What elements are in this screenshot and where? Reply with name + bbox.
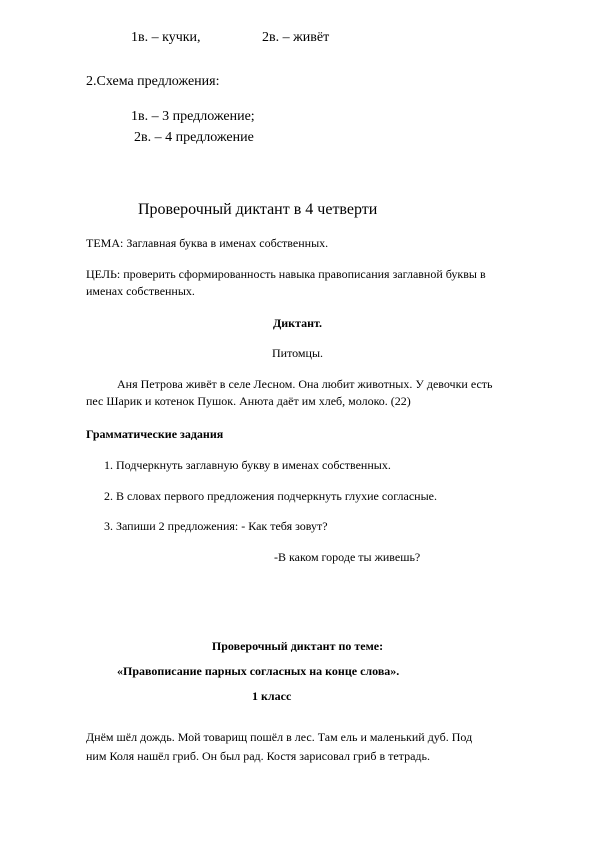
task-item-3: 3. Запиши 2 предложения: - Как тебя зовут? — [104, 519, 328, 533]
dictation1-topic: ТЕМА: Заглавная буква в именах собственных. — [86, 236, 329, 250]
dictation1-title: Проверочный диктант в 4 четверти — [138, 201, 378, 218]
dictation1-text-line1: Аня Петрова живёт в селе Лесном. Она любит животных. У девочки есть — [117, 377, 493, 391]
dictation2-title-line2: «Правописание парных согласных на конце слова». — [117, 664, 400, 678]
schema-heading: 2.Схема предложения: — [86, 74, 220, 89]
dictation2-title-line1: Проверочный диктант по теме: — [211, 639, 384, 653]
schema-variant-2: 2в. – 4 предложение — [134, 130, 254, 145]
tasks-heading: Грамматические задания — [86, 427, 224, 441]
task-item-2: 2. В словах первого предложения подчеркнуть глухие согласные. — [104, 489, 437, 503]
task-item-1: 1. Подчеркнуть заглавную букву в именах собственных. — [104, 458, 391, 472]
dictation2-text-line2: ним Коля нашёл гриб. Он был рад. Костя зарисовал гриб в тетрадь. — [86, 749, 430, 763]
schema-variant-1: 1в. – 3 предложение; — [131, 109, 255, 124]
answer-variant-1: 1в. – кучки, — [131, 30, 201, 45]
answer-variant-2: 2в. – живёт — [262, 30, 330, 45]
dictation1-goal-line2: именах собственных. — [86, 284, 195, 298]
dictation2-grade: 1 класс — [252, 689, 292, 703]
dictation1-goal-line1: ЦЕЛЬ: проверить сформированность навыка правописания заглавной буквы в — [86, 267, 486, 281]
dictation2-text-line1: Днём шёл дождь. Мой товарищ пошёл в лес. Там ель и маленький дуб. Под — [86, 730, 473, 744]
dictation1-label: Диктант. — [272, 316, 323, 330]
dictation1-text-title: Питомцы. — [271, 346, 324, 360]
dictation1-text-line2: пес Шарик и котенок Пушок. Анюта даёт им хлеб, молоко. (22) — [86, 394, 411, 408]
task-item-3-line2: -В каком городе ты живешь? — [274, 550, 421, 564]
